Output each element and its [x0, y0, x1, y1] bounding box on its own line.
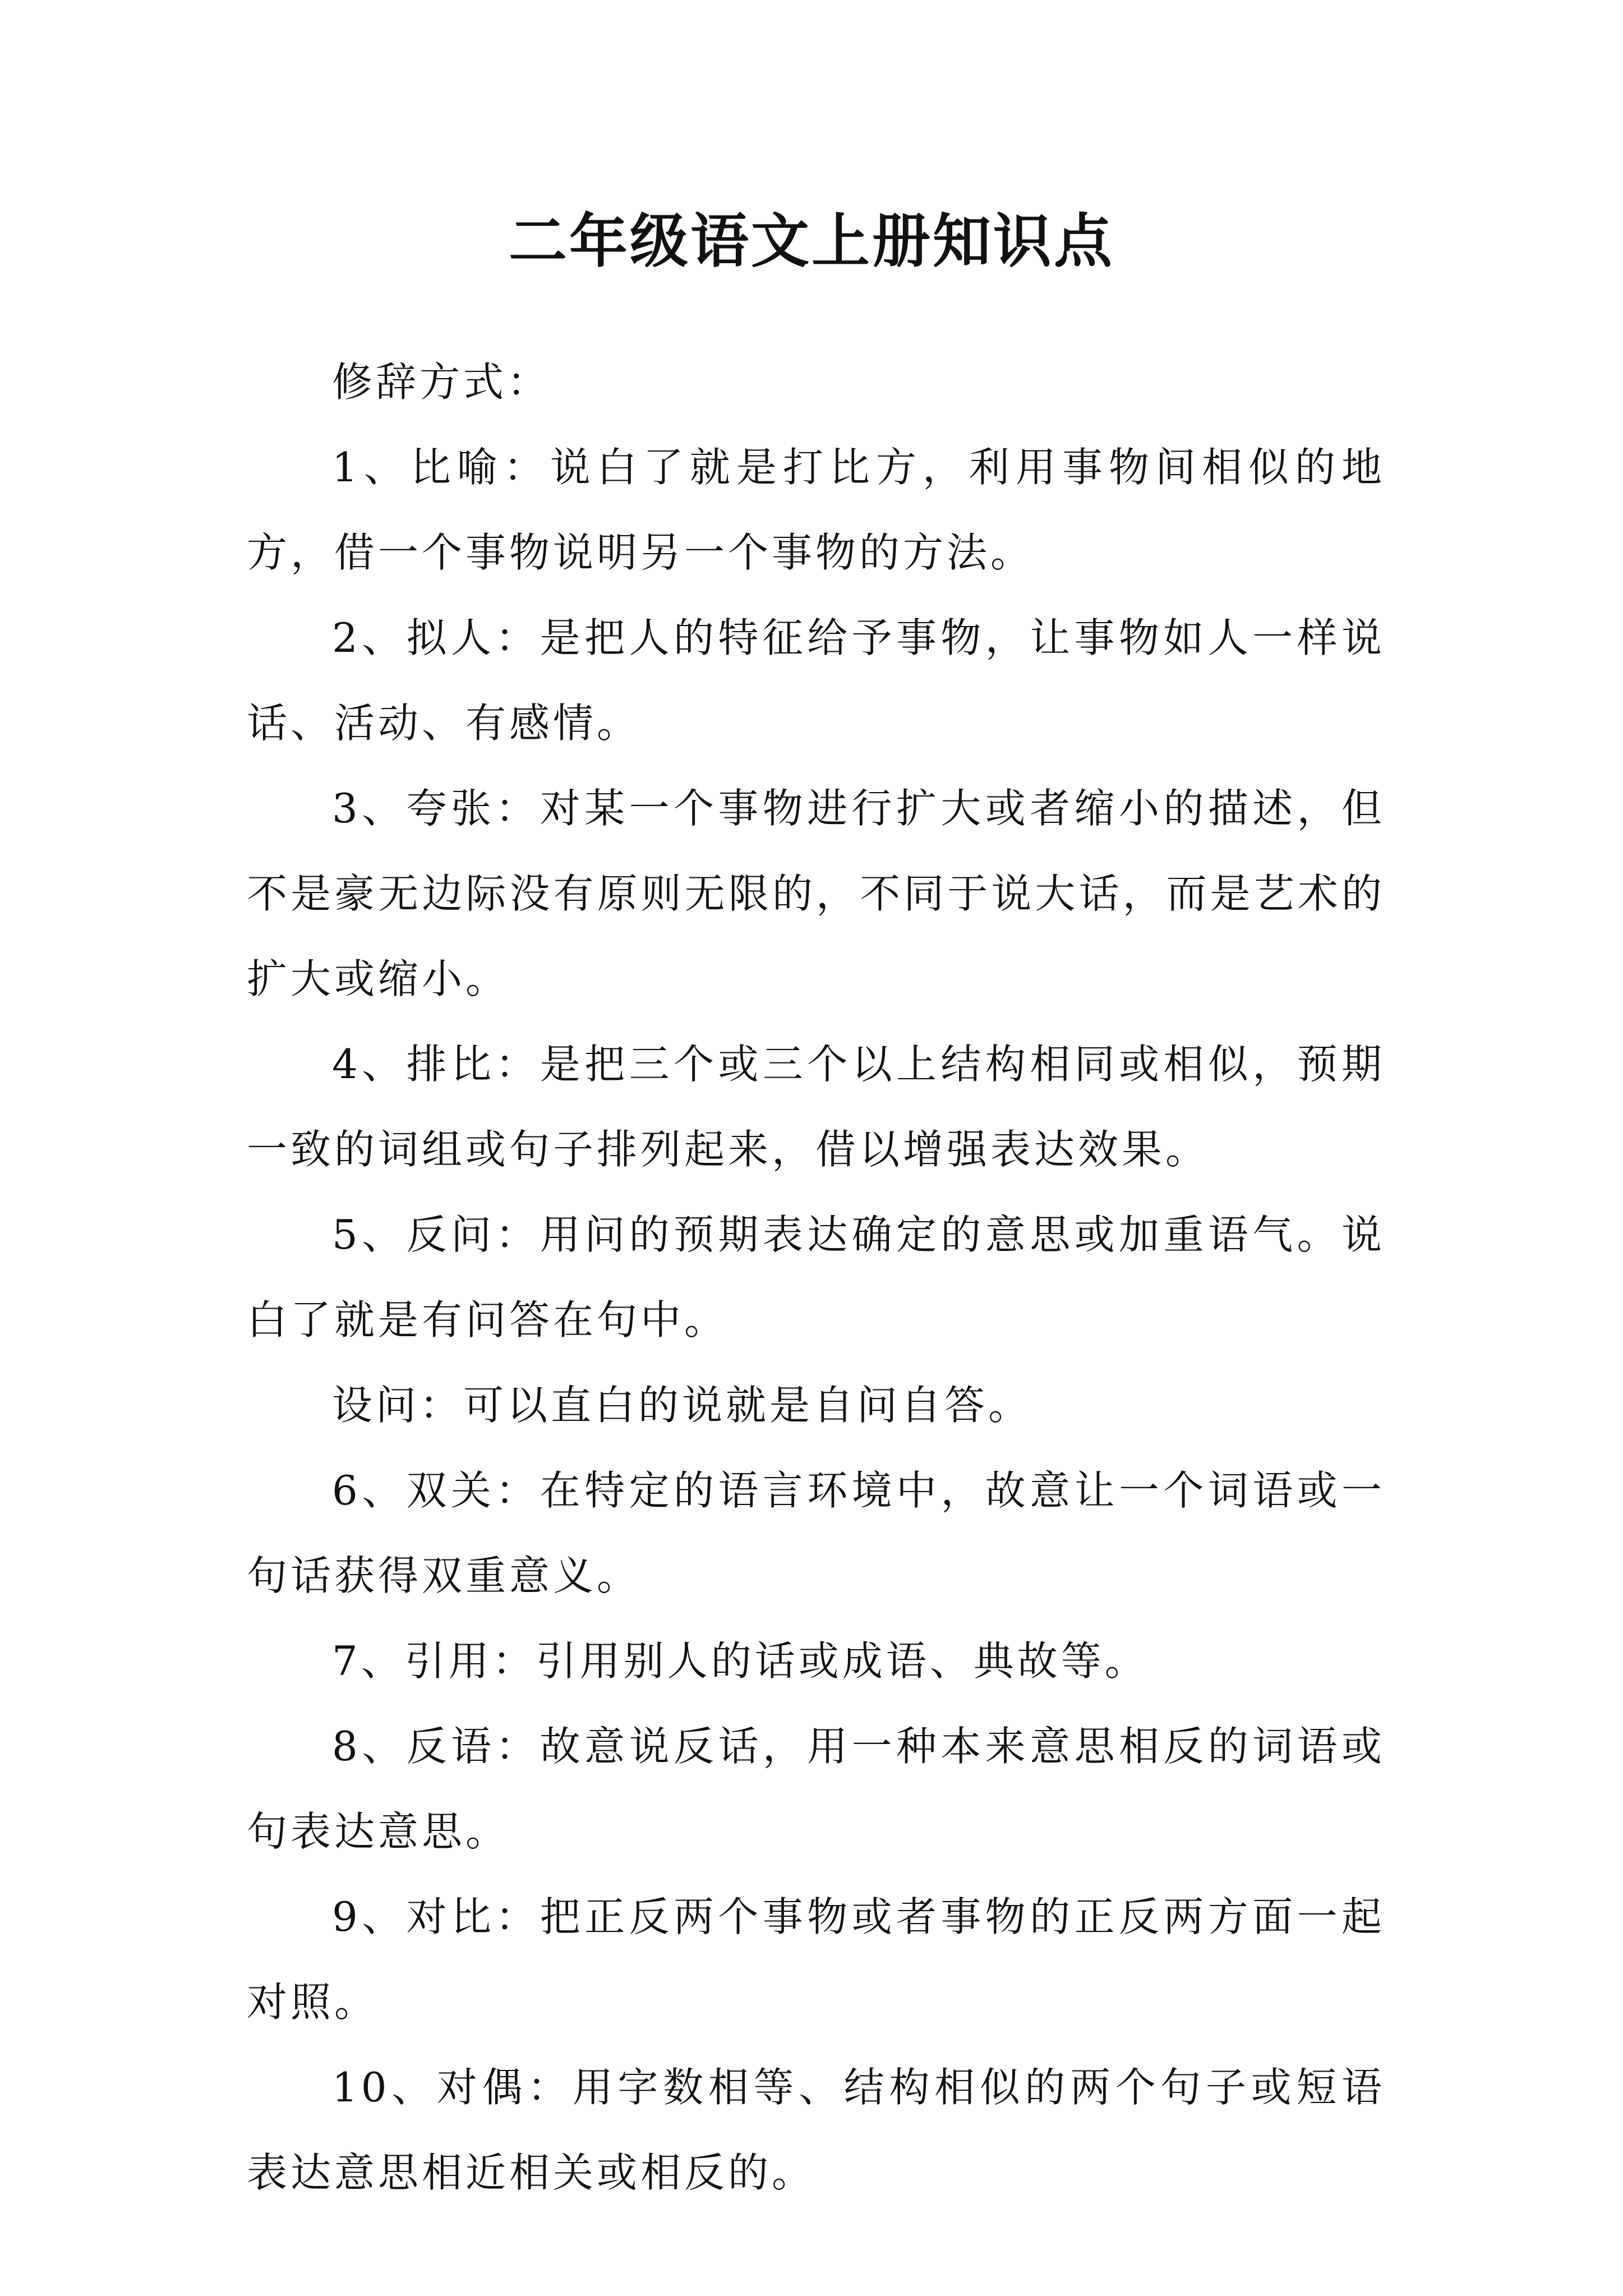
section-heading: 修辞方式：	[332, 358, 551, 406]
paragraph-self-question: 设问：可以直白的说就是自问自答。	[332, 1382, 1032, 1429]
paragraph-parallelism: 4、排比：是把三个或三个以上结构相同或相似，预期一致的词组或句子排列起来，借以增强表达效果。	[247, 1041, 1385, 1173]
paragraph-irony: 8、反语：故意说反话，用一种本来意思相反的词语或句表达意思。	[247, 1723, 1385, 1855]
paragraph-personification: 2、拟人：是把人的特征给予事物，让事物如人一样说话、活动、有感情。	[247, 614, 1385, 747]
paragraph-metaphor: 1、比喻：说白了就是打比方，利用事物间相似的地方，借一个事物说明另一个事物的方法。	[247, 444, 1385, 576]
page-title: 二年级语文上册知识点	[508, 206, 1114, 275]
paragraph-quotation: 7、引用：引用别人的话或成语、典故等。	[332, 1637, 1149, 1685]
paragraph-contrast: 9、对比：把正反两个事物或者事物的正反两方面一起对照。	[247, 1893, 1385, 2026]
paragraph-antithesis: 10、对偶：用字数相等、结构相似的两个句子或短语表达意思相近相关或相反的。	[247, 2064, 1385, 2196]
paragraph-pun: 6、双关：在特定的语言环境中，故意让一个词语或一句话获得双重意义。	[247, 1467, 1385, 1599]
document-body	[247, 339, 1385, 2215]
paragraph-hyperbole: 3、夸张：对某一个事物进行扩大或者缩小的描述，但不是豪无边际没有原则无限的，不同于说大话，而是艺术的扩大或缩小。	[247, 785, 1385, 1002]
paragraph-rhetorical-question: 5、反问：用问的预期表达确定的意思或加重语气。说白了就是有问答在句中。	[247, 1211, 1385, 1343]
